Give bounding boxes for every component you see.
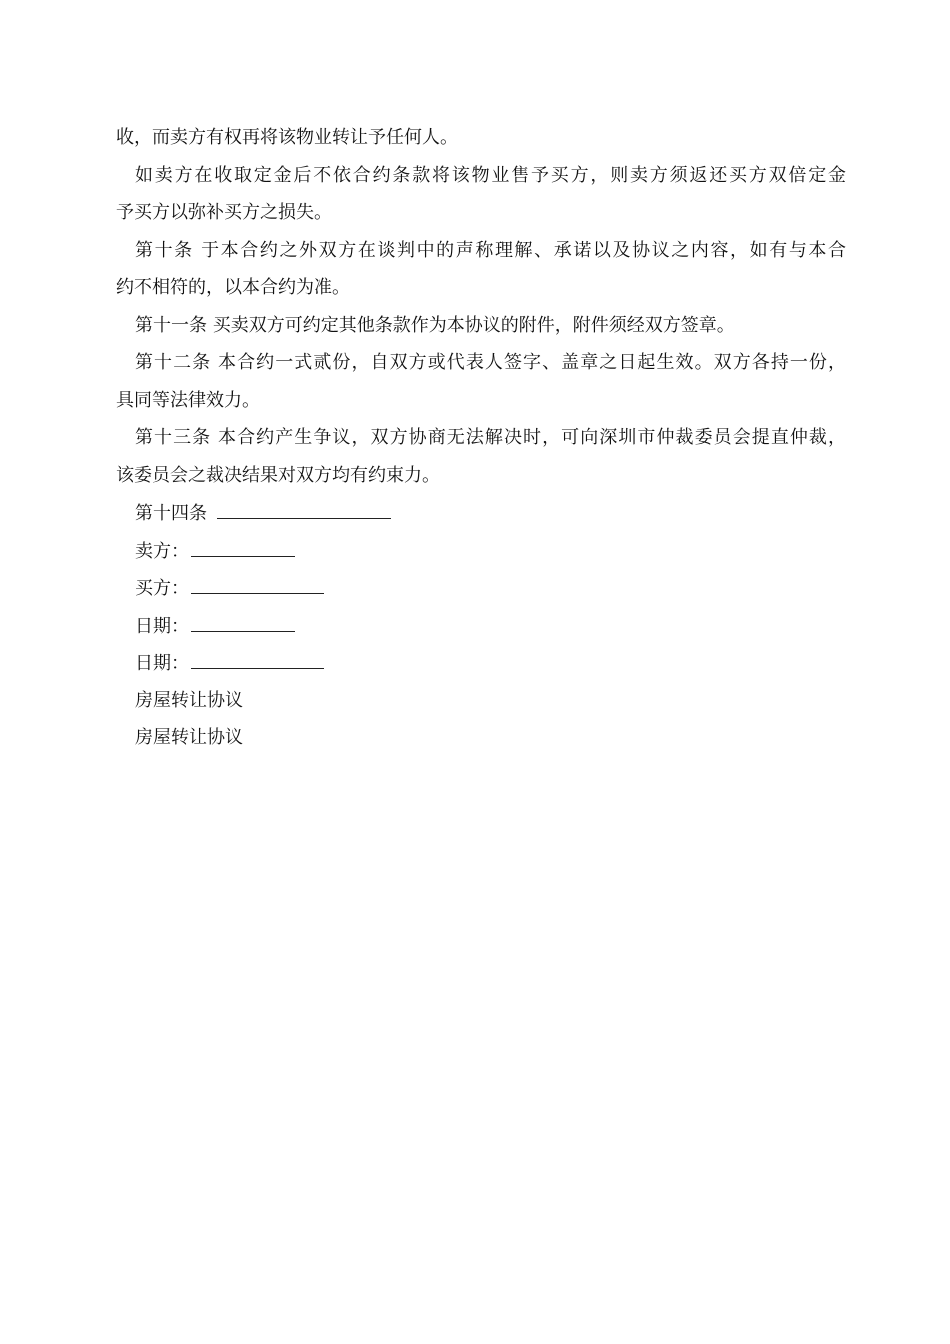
article-14-label: 第十四条 bbox=[135, 503, 207, 524]
date-label-2: 日期： bbox=[135, 653, 189, 674]
date-blank-2[interactable] bbox=[191, 644, 324, 669]
article-13-line: 第十三条 本合约产生争议，双方协商无法解决时，可向深圳市仲裁委员会提直仲裁， bbox=[135, 427, 846, 448]
article-12-line: 第十二条 本合约一式贰份，自双方或代表人签字、盖章之日起生效。双方各持一份， bbox=[135, 352, 846, 373]
date-blank-1[interactable] bbox=[191, 607, 295, 632]
article-14-row bbox=[116, 494, 846, 532]
document-title-2: 房屋转让协议 bbox=[135, 727, 243, 748]
paragraph-line: 予买方以弥补买方之损失。 bbox=[116, 202, 332, 223]
seller-label: 卖方： bbox=[135, 540, 189, 562]
article-10-line: 约不相符的，以本合约为准。 bbox=[116, 277, 350, 298]
seller-row bbox=[116, 532, 846, 570]
article-14-blank[interactable] bbox=[217, 494, 391, 519]
buyer-row bbox=[116, 569, 846, 607]
date-label-1: 日期： bbox=[135, 615, 189, 637]
seller-blank[interactable] bbox=[191, 532, 295, 557]
article-11-line: 第十一条 买卖双方可约定其他条款作为本协议的附件，附件须经双方签章。 bbox=[135, 314, 735, 336]
article-10-line: 第十条 于本合约之外双方在谈判中的声称理解、承诺以及协议之内容，如有与本合 bbox=[135, 239, 846, 261]
document-title-1: 房屋转让协议 bbox=[135, 689, 243, 711]
date-row-2 bbox=[116, 644, 846, 682]
paragraph-line: 如卖方在收取定金后不依合约条款将该物业售予买方，则卖方须返还买方双倍定金 bbox=[135, 164, 846, 186]
article-13-line: 该委员会之裁决结果对双方均有约束力。 bbox=[116, 464, 440, 486]
date-row-1 bbox=[116, 607, 846, 645]
article-12-line: 具同等法律效力。 bbox=[116, 389, 260, 411]
buyer-blank[interactable] bbox=[191, 569, 324, 594]
document-body bbox=[116, 119, 846, 757]
buyer-label: 买方： bbox=[135, 578, 189, 599]
paragraph-line: 收，而卖方有权再将该物业转让予任何人。 bbox=[116, 127, 458, 148]
